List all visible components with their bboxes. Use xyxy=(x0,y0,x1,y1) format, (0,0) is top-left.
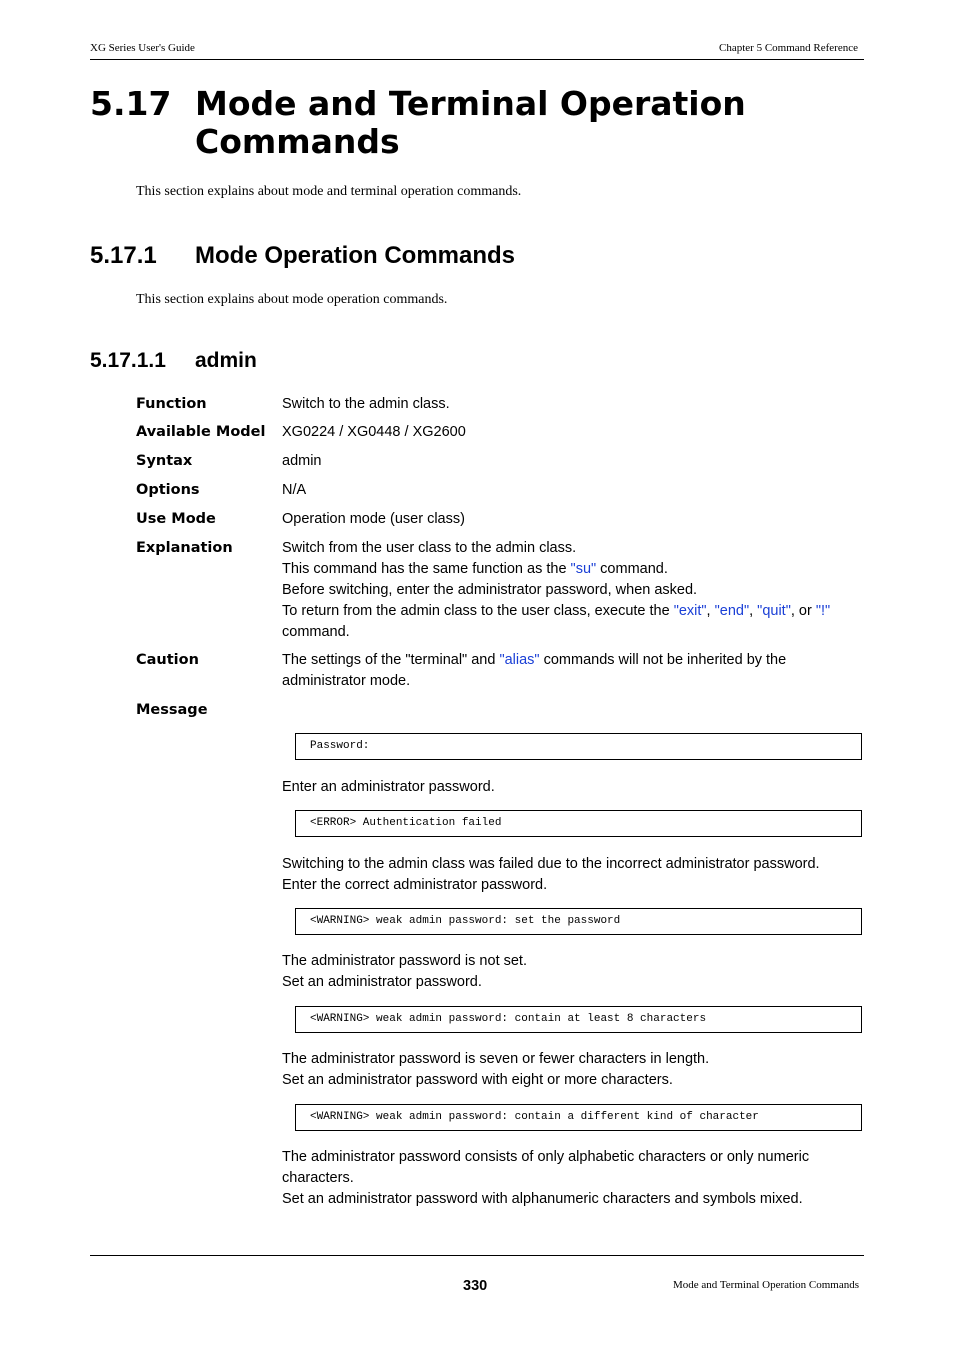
command-heading-title: admin xyxy=(195,349,257,372)
section-title: Mode and Terminal Operation Commands xyxy=(195,84,746,161)
message-code-box xyxy=(295,1104,862,1131)
message-code-box xyxy=(295,810,862,837)
explanation-line xyxy=(282,559,862,580)
explanation-text-run: This command has the same function as the xyxy=(282,561,571,577)
message-code: <WARNING> weak admin password: contain at least 8 characters xyxy=(310,1013,707,1025)
message-description-line: Enter the correct administrator password. xyxy=(282,877,548,893)
page-number: 330 xyxy=(463,1278,488,1294)
separator: , or xyxy=(790,603,816,619)
function-value: Switch to the admin class. xyxy=(282,396,450,412)
explanation-line: command. xyxy=(282,624,350,640)
bang-command-link[interactable]: "!" xyxy=(815,603,831,619)
subsection-number: 5.17.1 xyxy=(90,242,157,269)
caution-line: administrator mode. xyxy=(282,673,411,689)
running-header-left: XG Series User's Guide xyxy=(90,42,195,54)
explanation-text-run: To return from the admin class to the user class, execute the xyxy=(282,603,674,619)
message-description xyxy=(282,854,862,896)
message-description xyxy=(282,1049,862,1091)
message-code-box xyxy=(295,908,862,935)
use-mode-label: Use Mode xyxy=(136,511,216,527)
available-model-value: XG0224 / XG0448 / XG2600 xyxy=(282,424,466,440)
quit-command-link[interactable]: "quit" xyxy=(757,603,791,619)
message-description-line: Set an administrator password. xyxy=(282,974,482,990)
footer-divider xyxy=(90,1255,864,1256)
section-intro: This section explains about mode and terminal operation commands. xyxy=(136,184,522,199)
message-description-line: The administrator password is not set. xyxy=(282,953,527,969)
caution-text xyxy=(282,650,862,692)
message-code: <WARNING> weak admin password: set the password xyxy=(310,915,621,927)
message-code: <WARNING> weak admin password: contain a different kind of character xyxy=(310,1111,759,1123)
message-description xyxy=(282,777,862,798)
subsection-intro: This section explains about mode operation commands. xyxy=(136,292,448,307)
section-number: 5.17 xyxy=(90,84,172,123)
use-mode-value: Operation mode (user class) xyxy=(282,511,465,527)
subsection-title: Mode Operation Commands xyxy=(195,242,516,269)
available-model-label: Available Model xyxy=(136,424,266,440)
caution-text-run: commands will not be inherited by the xyxy=(539,652,787,668)
message-description-line: Set an administrator password with eight or more characters. xyxy=(282,1072,673,1088)
running-header-right: Chapter 5 Command Reference xyxy=(719,42,858,54)
message-code: Password: xyxy=(310,740,370,752)
message-description-line: The administrator password is seven or fewer characters in length. xyxy=(282,1051,710,1067)
running-footer-right: Mode and Terminal Operation Commands xyxy=(673,1279,859,1291)
alias-command-link[interactable]: "alias" xyxy=(499,652,540,668)
caution-line xyxy=(282,650,862,671)
su-command-link[interactable]: "su" xyxy=(570,561,597,577)
function-label: Function xyxy=(136,396,207,412)
explanation-line xyxy=(282,601,862,622)
explanation-label: Explanation xyxy=(136,540,233,556)
header-divider xyxy=(90,59,864,60)
explanation-text xyxy=(282,538,862,643)
caution-text-run: The settings of the "terminal" and xyxy=(282,652,500,668)
options-label: Options xyxy=(136,482,200,498)
options-value: N/A xyxy=(282,482,307,498)
syntax-label: Syntax xyxy=(136,453,193,469)
explanation-line: Before switching, enter the administrator password, when asked. xyxy=(282,582,698,598)
exit-command-link[interactable]: "exit" xyxy=(673,603,707,619)
message-code-box xyxy=(295,1006,862,1033)
explanation-text-run: command. xyxy=(596,561,668,577)
message-description-line: The administrator password consists of only alphabetic characters or only numeric xyxy=(282,1149,810,1165)
message-code-box xyxy=(295,733,862,760)
message-description-line: Switching to the admin class was failed due to the incorrect administrator password. xyxy=(282,856,820,872)
message-label: Message xyxy=(136,702,208,718)
command-heading-number: 5.17.1.1 xyxy=(90,349,166,372)
message-code: <ERROR> Authentication failed xyxy=(310,817,502,829)
syntax-value: admin xyxy=(282,453,322,469)
message-description xyxy=(282,951,862,993)
caution-label: Caution xyxy=(136,652,199,668)
message-description-line: Enter an administrator password. xyxy=(282,779,495,795)
message-description xyxy=(282,1147,862,1210)
separator: , xyxy=(706,603,715,619)
end-command-link[interactable]: "end" xyxy=(714,603,750,619)
message-description-line: Set an administrator password with alphanumeric characters and symbols mixed. xyxy=(282,1191,803,1207)
message-description-line: characters. xyxy=(282,1170,354,1186)
explanation-line: Switch from the user class to the admin class. xyxy=(282,540,577,556)
separator: , xyxy=(749,603,758,619)
